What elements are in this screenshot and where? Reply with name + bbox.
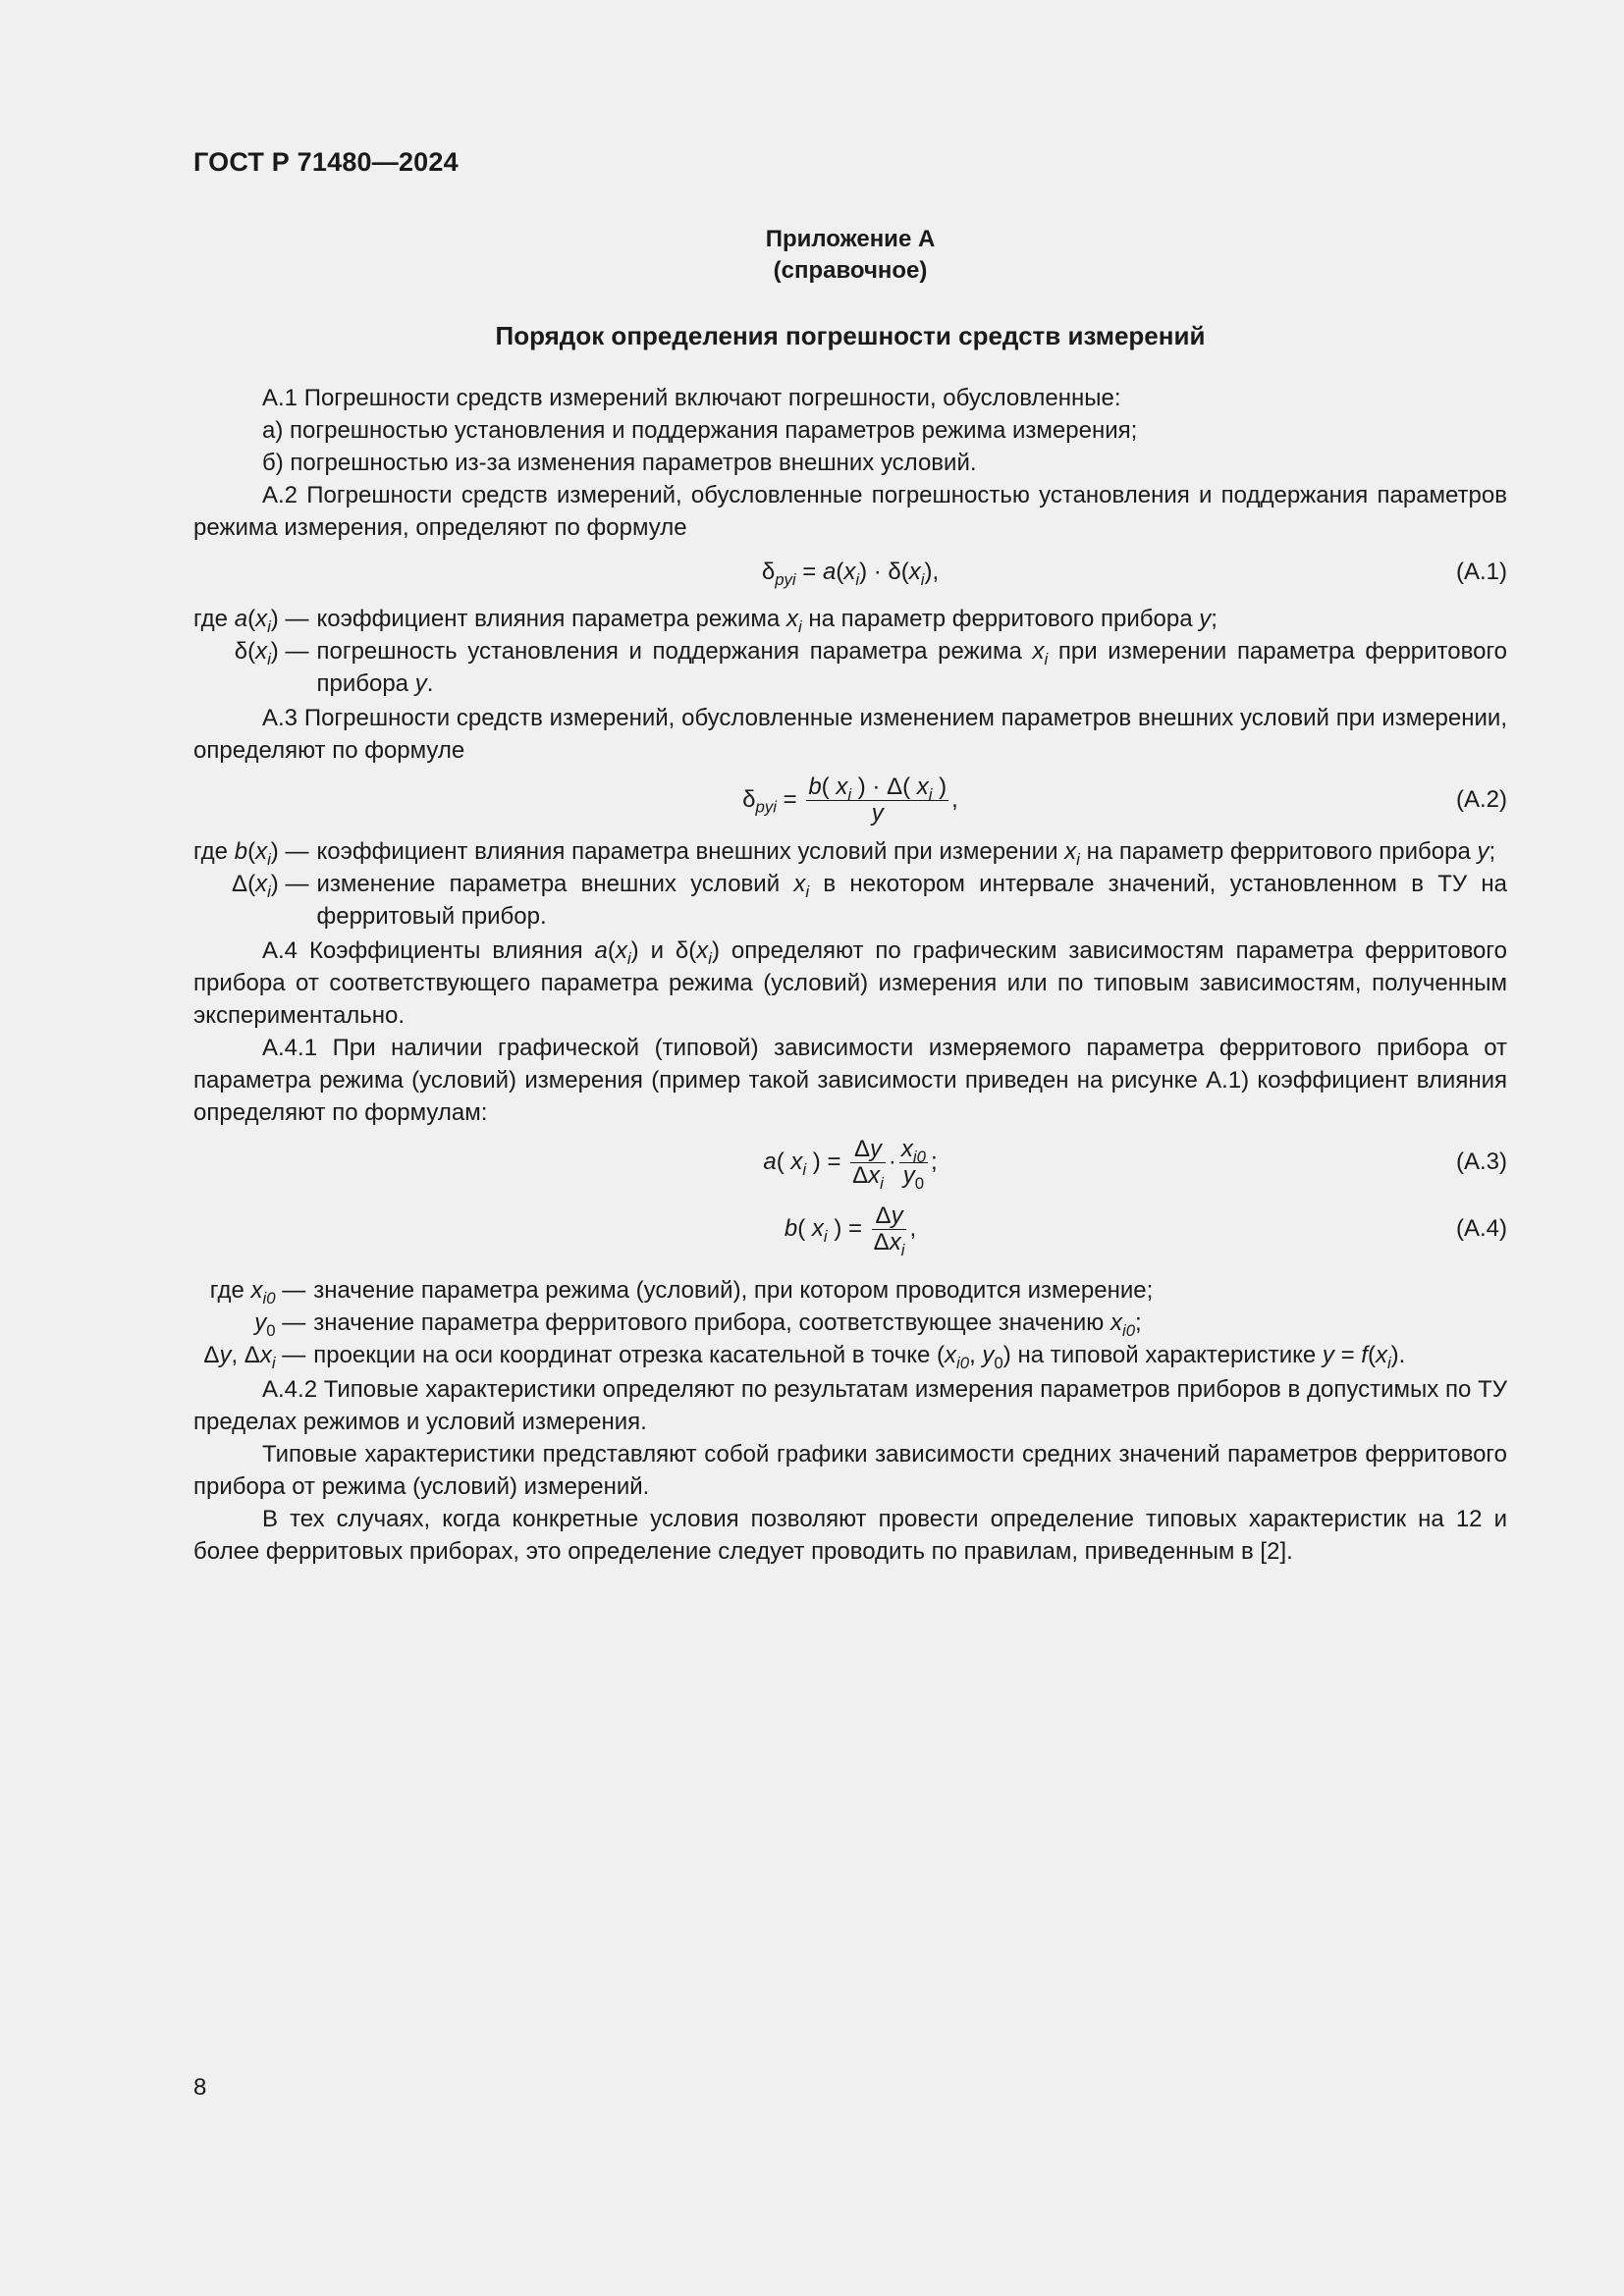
formula-a4-expression: b( $x_i$ ) = $\frac{\Delta y}{\Delta x_i}$ , (784, 1202, 917, 1260)
formula-a2-expression: $\delta_{pyi}$ = $\frac{b( x_i ) \cdot \Delta( x_i )}{y}$ , (742, 774, 958, 828)
definitions-a2 (193, 603, 1507, 700)
definition-row: где $a(x_i)$ — коэффициент влияния параметра режима $x_i$ на параметр ферритового прибора y; (193, 606, 1218, 636)
definition-text: проекции на оси координат отрезка касательной в точке (313, 1342, 931, 1368)
formula-a1-expression: $\delta_{pyi} = a(x_i) \cdot \delta(x_i)$, (761, 559, 940, 590)
where-label: где (193, 838, 229, 865)
standard-number: ГОСТ Р 71480—2024 (193, 147, 459, 177)
definition-text: коэффициент влияния параметра режима (316, 606, 781, 632)
definition-text: коэффициент влияния параметра внешних условий при измерении (316, 838, 1058, 865)
paragraph-a42: А.4.2 Типовые характеристики определяют по результатам измерения параметров приборов в допустимых по ТУ пределах режимов и условий измерения. (193, 1376, 1507, 1435)
list-item-b: б) погрешностью из-за изменения параметров внешних условий. (262, 450, 977, 476)
formula-a4 (193, 1198, 1507, 1260)
paragraph-text: определяют по графическим зависимостям параметра ферритового прибора от соответствующего параметра режима (условий) измерения или по типовым зависимостям, полученным экспериментально. (193, 937, 1507, 1029)
paragraph-a1: А.1 Погрешности средств измерений включают погрешности, обусловленные: (262, 385, 1121, 411)
definition-text: на параметр ферритового прибора (808, 606, 1193, 632)
definitions-a3 (193, 835, 1507, 933)
formula-a2-number: (А.2) (1455, 786, 1507, 813)
definitions-a41 (193, 1274, 1507, 1371)
definition-row: $y_0$ — значение параметра ферритового прибора, соответствующее значению $x_{i0}$; (254, 1309, 1142, 1340)
definition-text: на параметр ферритового прибора (1086, 838, 1471, 865)
definition-row: $\Delta(x_i)$ — изменение параметра внешних условий $x_i$ в некотором интервале значений, установленном в ТУ на ферритовый прибор. (232, 871, 1508, 930)
formula-a3-expression: a( $x_i$ ) = $\frac{\Delta y}{\Delta x_i}$ · $\frac{x_{i0}}{y_0}$ ; (763, 1136, 938, 1194)
formula-a4-number: (А.4) (1455, 1215, 1507, 1242)
paragraph-a4: А.4 Коэффициенты влияния $a(x_i)$ и $\delta(x_i)$ определяют по графическим зависимостям параметра ферритового прибора от соответствующего параметра режима (условий) измерения или по типовым зависимостям, полученным экспериментально. (193, 937, 1507, 1029)
definition-text: значение параметра режима (условий), при котором проводится измерение; (313, 1277, 1154, 1304)
appendix-title: Порядок определения погрешности средств измерений (495, 321, 1206, 350)
paragraph-a41: А.4.1 При наличии графической (типовой) зависимости измеряемого параметра ферритового прибора от параметра режима (условий) измерения (пример такой зависимости приведен на рисунке А.1) коэффициент влияния определяют по формулам: (193, 1035, 1507, 1126)
definition-text: значение параметра ферритового прибора, соответствующее значению (313, 1309, 1105, 1336)
paragraph-text: А.4 Коэффициенты влияния (262, 937, 583, 964)
definition-row: где $x_{i0}$ — значение параметра режима (условий), при котором проводится измерение; (209, 1277, 1154, 1308)
definition-text: на типовой характеристике (1017, 1342, 1317, 1368)
appendix-label: Приложение А (765, 226, 936, 252)
page-number: 8 (193, 2074, 207, 2101)
formula-a1-number: (А.1) (1455, 559, 1507, 585)
definition-text: изменение параметра внешних условий (316, 871, 781, 897)
document-body (193, 224, 1507, 1568)
where-label: где (209, 1277, 244, 1304)
paragraph-text: и (650, 937, 664, 964)
formula-a1 (193, 546, 1507, 599)
paragraph-a2: А.2 Погрешности средств измерений, обусловленные погрешностью установления и поддержания параметров режима измерения, определяют по формуле (193, 482, 1507, 541)
list-item-a: а) погрешностью установления и поддержания параметров режима измерения; (262, 417, 1138, 444)
where-label: где (193, 606, 229, 632)
appendix-type: (справочное) (773, 257, 928, 284)
formula-a3-number: (А.3) (1455, 1148, 1507, 1175)
formula-a3 (193, 1131, 1507, 1194)
formula-a2 (193, 769, 1507, 831)
definition-text: погрешность установления и поддержания параметра режима (316, 638, 1022, 665)
definition-row: Δy, $\Delta x_i$ — проекции на оси координат отрезка касательной в точке ($x_{i0}$, $y_0$) на типовой характеристике $y = f(x_i)$. (203, 1342, 1406, 1372)
definition-text: при измерении параметра ферритового прибора (316, 638, 1508, 697)
definition-text: в некотором интервале значений, установленном в ТУ на ферритовый прибор. (316, 871, 1508, 930)
definition-row: $\delta(x_i)$ — погрешность установления и поддержания параметра режима $x_i$ при измерении параметра ферритового прибора y. (234, 638, 1508, 697)
paragraph-typical: Типовые характеристики представляют собой графики зависимости средних значений параметров ферритового прибора от режима (условий) измерений. (193, 1441, 1507, 1500)
definition-row: где $b(x_i)$ — коэффициент влияния параметра внешних условий при измерении $x_i$ на параметр ферритового прибора y; (193, 838, 1496, 869)
paragraph-a3: А.3 Погрешности средств измерений, обусловленные изменением параметров внешних условий при измерении, определяют по формуле (193, 705, 1507, 764)
paragraph-cases: В тех случаях, когда конкретные условия позволяют провести определение типовых характеристик на 12 и более ферритовых приборах, это определение следует проводить по правилам, приведенным в [2]. (193, 1506, 1507, 1565)
